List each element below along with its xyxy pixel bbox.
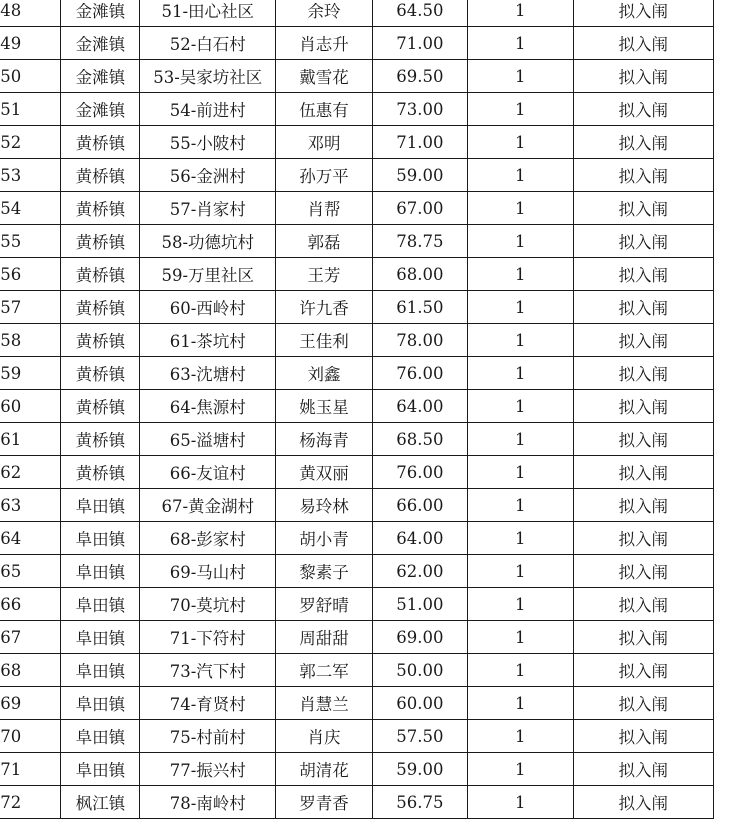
- table-row: [0, 324, 714, 357]
- row-number-cell: 48: [0, 0, 61, 27]
- town-cell: 阜田镇: [61, 654, 140, 687]
- row-number-cell: 52: [0, 126, 61, 159]
- candidate-name-cell: 罗青香: [276, 786, 373, 819]
- quota-cell: 1: [467, 423, 573, 456]
- score-cell: 78.75: [372, 225, 467, 258]
- town-cell: 黄桥镇: [61, 324, 140, 357]
- village-cell: 77-振兴村: [140, 753, 276, 786]
- row-number-cell: 63: [0, 489, 61, 522]
- quota-cell: 1: [467, 555, 573, 588]
- table-row: [0, 225, 714, 258]
- candidate-name-cell: 郭磊: [276, 225, 373, 258]
- status-cell: 拟入闱: [573, 126, 713, 159]
- quota-cell: 1: [467, 687, 573, 720]
- row-number-cell: 56: [0, 258, 61, 291]
- table-row: [0, 555, 714, 588]
- status-cell: 拟入闱: [573, 60, 713, 93]
- score-cell: 56.75: [372, 786, 467, 819]
- quota-cell: 1: [467, 192, 573, 225]
- quota-cell: 1: [467, 93, 573, 126]
- candidate-name-cell: 黎素子: [276, 555, 373, 588]
- table-row: [0, 258, 714, 291]
- row-number-cell: 71: [0, 753, 61, 786]
- town-cell: 黄桥镇: [61, 126, 140, 159]
- table-row: [0, 357, 714, 390]
- status-cell: 拟入闱: [573, 225, 713, 258]
- score-cell: 76.00: [372, 456, 467, 489]
- row-number-cell: 55: [0, 225, 61, 258]
- village-cell: 61-茶坑村: [140, 324, 276, 357]
- town-cell: 金滩镇: [61, 93, 140, 126]
- status-cell: 拟入闱: [573, 720, 713, 753]
- table-row: [0, 753, 714, 786]
- town-cell: 黄桥镇: [61, 159, 140, 192]
- table-row: [0, 687, 714, 720]
- candidate-name-cell: 邓明: [276, 126, 373, 159]
- town-cell: 金滩镇: [61, 60, 140, 93]
- quota-cell: 1: [467, 60, 573, 93]
- status-cell: 拟入闱: [573, 324, 713, 357]
- town-cell: 金滩镇: [61, 0, 140, 27]
- village-cell: 63-沈塘村: [140, 357, 276, 390]
- village-cell: 66-友谊村: [140, 456, 276, 489]
- table-row: [0, 159, 714, 192]
- candidate-name-cell: 周甜甜: [276, 621, 373, 654]
- score-cell: 60.00: [372, 687, 467, 720]
- candidate-name-cell: 戴雪花: [276, 60, 373, 93]
- status-cell: 拟入闱: [573, 489, 713, 522]
- score-cell: 69.50: [372, 60, 467, 93]
- status-cell: 拟入闱: [573, 357, 713, 390]
- village-cell: 56-金洲村: [140, 159, 276, 192]
- table-row: [0, 522, 714, 555]
- row-number-cell: 65: [0, 555, 61, 588]
- quota-cell: 1: [467, 621, 573, 654]
- table-row: [0, 0, 714, 27]
- table-row: [0, 291, 714, 324]
- quota-cell: 1: [467, 390, 573, 423]
- candidate-name-cell: 罗舒晴: [276, 588, 373, 621]
- quota-cell: 1: [467, 786, 573, 819]
- table-row: [0, 192, 714, 225]
- candidate-name-cell: 伍惠有: [276, 93, 373, 126]
- town-cell: 阜田镇: [61, 621, 140, 654]
- town-cell: 黄桥镇: [61, 225, 140, 258]
- candidate-name-cell: 肖庆: [276, 720, 373, 753]
- row-number-cell: 68: [0, 654, 61, 687]
- village-cell: 54-前进村: [140, 93, 276, 126]
- quota-cell: 1: [467, 258, 573, 291]
- candidate-name-cell: 姚玉星: [276, 390, 373, 423]
- quota-cell: 1: [467, 588, 573, 621]
- town-cell: 金滩镇: [61, 27, 140, 60]
- status-cell: 拟入闱: [573, 687, 713, 720]
- candidate-name-cell: 胡清花: [276, 753, 373, 786]
- status-cell: 拟入闱: [573, 555, 713, 588]
- town-cell: 阜田镇: [61, 588, 140, 621]
- village-cell: 69-马山村: [140, 555, 276, 588]
- status-cell: 拟入闱: [573, 621, 713, 654]
- score-cell: 64.00: [372, 390, 467, 423]
- candidate-name-cell: 肖志升: [276, 27, 373, 60]
- table-row: [0, 60, 714, 93]
- village-cell: 52-白石村: [140, 27, 276, 60]
- village-cell: 51-田心社区: [140, 0, 276, 27]
- status-cell: 拟入闱: [573, 390, 713, 423]
- status-cell: 拟入闱: [573, 93, 713, 126]
- status-cell: 拟入闱: [573, 786, 713, 819]
- village-cell: 65-溢塘村: [140, 423, 276, 456]
- town-cell: 黄桥镇: [61, 423, 140, 456]
- row-number-cell: 70: [0, 720, 61, 753]
- status-cell: 拟入闱: [573, 588, 713, 621]
- village-cell: 68-彭家村: [140, 522, 276, 555]
- status-cell: 拟入闱: [573, 456, 713, 489]
- score-cell: 71.00: [372, 27, 467, 60]
- village-cell: 73-汽下村: [140, 654, 276, 687]
- score-cell: 64.00: [372, 522, 467, 555]
- row-number-cell: 61: [0, 423, 61, 456]
- town-cell: 黄桥镇: [61, 192, 140, 225]
- candidate-name-cell: 郭二军: [276, 654, 373, 687]
- table-row: [0, 588, 714, 621]
- status-cell: 拟入闱: [573, 0, 713, 27]
- table-row: [0, 786, 714, 819]
- score-cell: 68.50: [372, 423, 467, 456]
- quota-cell: 1: [467, 126, 573, 159]
- score-cell: 61.50: [372, 291, 467, 324]
- town-cell: 阜田镇: [61, 720, 140, 753]
- score-cell: 67.00: [372, 192, 467, 225]
- row-number-cell: 66: [0, 588, 61, 621]
- status-cell: 拟入闱: [573, 423, 713, 456]
- quota-cell: 1: [467, 27, 573, 60]
- table-row: [0, 423, 714, 456]
- village-cell: 75-村前村: [140, 720, 276, 753]
- status-cell: 拟入闱: [573, 27, 713, 60]
- village-cell: 71-下符村: [140, 621, 276, 654]
- row-number-cell: 60: [0, 390, 61, 423]
- village-cell: 78-南岭村: [140, 786, 276, 819]
- table-row: [0, 27, 714, 60]
- score-cell: 69.00: [372, 621, 467, 654]
- village-cell: 55-小陂村: [140, 126, 276, 159]
- score-cell: 73.00: [372, 93, 467, 126]
- score-cell: 62.00: [372, 555, 467, 588]
- row-number-cell: 54: [0, 192, 61, 225]
- score-cell: 51.00: [372, 588, 467, 621]
- candidate-name-cell: 黄双丽: [276, 456, 373, 489]
- table-row: [0, 720, 714, 753]
- candidate-name-cell: 杨海青: [276, 423, 373, 456]
- quota-cell: 1: [467, 0, 573, 27]
- row-number-cell: 64: [0, 522, 61, 555]
- row-number-cell: 57: [0, 291, 61, 324]
- score-cell: 64.50: [372, 0, 467, 27]
- table-row: [0, 489, 714, 522]
- town-cell: 阜田镇: [61, 555, 140, 588]
- status-cell: 拟入闱: [573, 258, 713, 291]
- status-cell: 拟入闱: [573, 291, 713, 324]
- quota-cell: 1: [467, 456, 573, 489]
- row-number-cell: 50: [0, 60, 61, 93]
- quota-cell: 1: [467, 291, 573, 324]
- candidate-name-cell: 胡小青: [276, 522, 373, 555]
- table-row: [0, 126, 714, 159]
- village-cell: 58-功德坑村: [140, 225, 276, 258]
- status-cell: 拟入闱: [573, 522, 713, 555]
- status-cell: 拟入闱: [573, 192, 713, 225]
- score-cell: 76.00: [372, 357, 467, 390]
- town-cell: 阜田镇: [61, 687, 140, 720]
- quota-cell: 1: [467, 225, 573, 258]
- row-number-cell: 58: [0, 324, 61, 357]
- quota-cell: 1: [467, 489, 573, 522]
- candidate-name-cell: 孙万平: [276, 159, 373, 192]
- status-cell: 拟入闱: [573, 753, 713, 786]
- village-cell: 60-西岭村: [140, 291, 276, 324]
- score-cell: 68.00: [372, 258, 467, 291]
- quota-cell: 1: [467, 720, 573, 753]
- row-number-cell: 49: [0, 27, 61, 60]
- town-cell: 黄桥镇: [61, 390, 140, 423]
- row-number-cell: 53: [0, 159, 61, 192]
- quota-cell: 1: [467, 753, 573, 786]
- status-cell: 拟入闱: [573, 159, 713, 192]
- status-cell: 拟入闱: [573, 654, 713, 687]
- candidate-name-cell: 王佳利: [276, 324, 373, 357]
- village-cell: 59-万里社区: [140, 258, 276, 291]
- table-row: [0, 654, 714, 687]
- village-cell: 74-育贤村: [140, 687, 276, 720]
- quota-cell: 1: [467, 357, 573, 390]
- town-cell: 阜田镇: [61, 753, 140, 786]
- table-row: [0, 456, 714, 489]
- village-cell: 53-吴家坊社区: [140, 60, 276, 93]
- village-cell: 67-黄金湖村: [140, 489, 276, 522]
- score-cell: 59.00: [372, 753, 467, 786]
- town-cell: 黄桥镇: [61, 357, 140, 390]
- row-number-cell: 59: [0, 357, 61, 390]
- quota-cell: 1: [467, 324, 573, 357]
- score-cell: 50.00: [372, 654, 467, 687]
- town-cell: 阜田镇: [61, 522, 140, 555]
- row-number-cell: 51: [0, 93, 61, 126]
- row-number-cell: 72: [0, 786, 61, 819]
- town-cell: 黄桥镇: [61, 291, 140, 324]
- candidate-name-cell: 刘鑫: [276, 357, 373, 390]
- village-cell: 57-肖家村: [140, 192, 276, 225]
- town-cell: 枫江镇: [61, 786, 140, 819]
- row-number-cell: 69: [0, 687, 61, 720]
- score-cell: 57.50: [372, 720, 467, 753]
- candidate-name-cell: 易玲林: [276, 489, 373, 522]
- candidate-name-cell: 肖慧兰: [276, 687, 373, 720]
- candidate-name-cell: 余玲: [276, 0, 373, 27]
- town-cell: 阜田镇: [61, 489, 140, 522]
- row-number-cell: 67: [0, 621, 61, 654]
- town-cell: 黄桥镇: [61, 258, 140, 291]
- candidate-name-cell: 王芳: [276, 258, 373, 291]
- village-cell: 70-莫坑村: [140, 588, 276, 621]
- quota-cell: 1: [467, 654, 573, 687]
- row-number-cell: 62: [0, 456, 61, 489]
- score-cell: 78.00: [372, 324, 467, 357]
- score-cell: 59.00: [372, 159, 467, 192]
- table-row: [0, 621, 714, 654]
- score-cell: 66.00: [372, 489, 467, 522]
- table-row: [0, 390, 714, 423]
- score-cell: 71.00: [372, 126, 467, 159]
- candidate-name-cell: 许九香: [276, 291, 373, 324]
- village-cell: 64-焦源村: [140, 390, 276, 423]
- table-row: [0, 93, 714, 126]
- quota-cell: 1: [467, 522, 573, 555]
- candidate-name-cell: 肖帮: [276, 192, 373, 225]
- quota-cell: 1: [467, 159, 573, 192]
- town-cell: 黄桥镇: [61, 456, 140, 489]
